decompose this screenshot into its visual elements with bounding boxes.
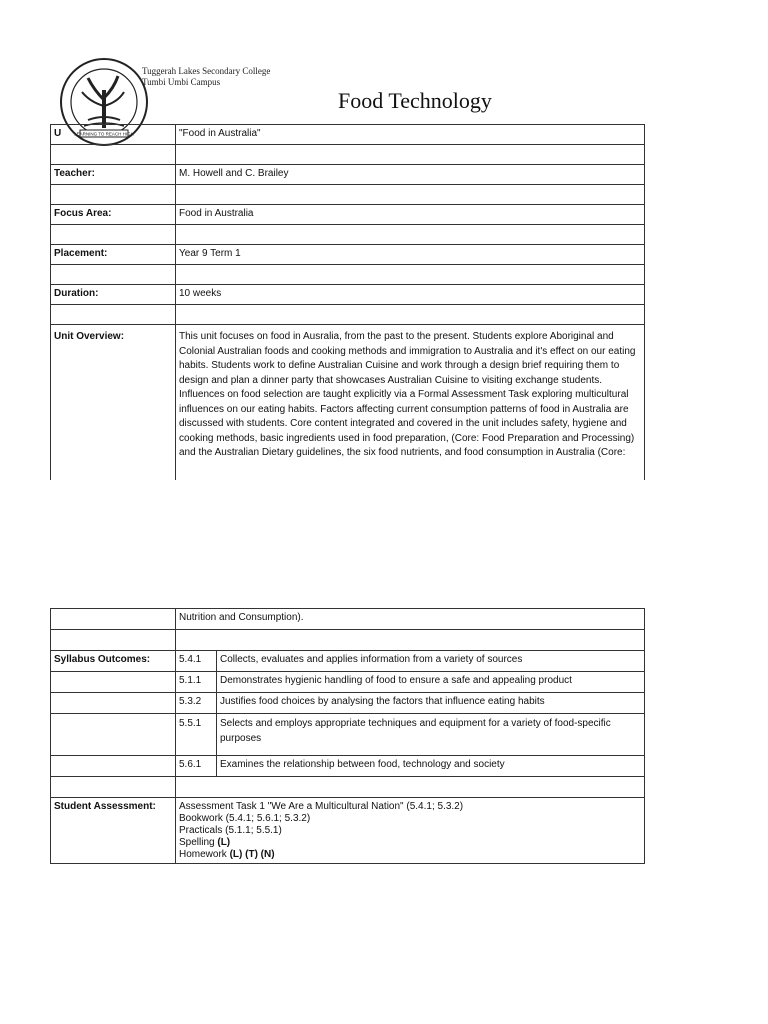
outcome-text: Collects, evaluates and applies information from a variety of sources bbox=[217, 651, 645, 672]
outcomes-table bbox=[50, 608, 645, 864]
assessment-item-text: Homework bbox=[179, 849, 230, 860]
school-name bbox=[142, 66, 270, 88]
table-row-spacer bbox=[51, 305, 645, 325]
focus-area-label: Focus Area: bbox=[51, 205, 176, 225]
table-row-spacer bbox=[51, 225, 645, 245]
placement-label: Placement: bbox=[51, 245, 176, 265]
duration-value: 10 weeks bbox=[176, 285, 645, 305]
unit-overview-label: Unit Overview: bbox=[51, 325, 176, 481]
focus-area-value: Food in Australia bbox=[176, 205, 645, 225]
table-row bbox=[51, 325, 645, 481]
student-assessment-list bbox=[176, 798, 645, 864]
outcome-text: Demonstrates hygienic handling of food to ensure a safe and appealing product bbox=[217, 672, 645, 693]
assessment-item: Practicals (5.1.1; 5.5.1) bbox=[179, 825, 282, 836]
syllabus-outcomes-label: Syllabus Outcomes: bbox=[51, 651, 176, 672]
table-row bbox=[51, 672, 645, 693]
table-row bbox=[51, 651, 645, 672]
unit-overview-continued: Nutrition and Consumption). bbox=[176, 609, 645, 630]
table-row bbox=[51, 756, 645, 777]
teacher-label: Teacher: bbox=[51, 165, 176, 185]
page-title: Food Technology bbox=[338, 88, 492, 113]
table-row bbox=[51, 693, 645, 714]
placement-value: Year 9 Term 1 bbox=[176, 245, 645, 265]
unit-overview-text: This unit focuses on food in Ausralia, from the past to the present. Students explore Aboriginal and Colonial Australian foods and cooking methods and immigration to Australia and it's effect on our eating habits. Students work to define Australian Cuisine and work through a design brief requiring them to design and plan a dinner party that showcases Australian Cuisine to visiting exchange students. Influences on food selection are taught explicitly via a Formal Assessment Task exploring multicultural influences on our eating habits. Factors affecting current consumption patterns of food in Australia are discussed with students. Core content integrated and covered in the unit includes safety, hygiene and cooking methods, basic ingredients used in food preparation, (Core: Food Preparation and Processing) and the Australian Dietary guidelines, the six food nutrients, and food consumption in Australia (Core: bbox=[179, 331, 636, 458]
table-row bbox=[51, 714, 645, 756]
unit-label: U bbox=[51, 125, 176, 145]
assessment-item bbox=[179, 837, 641, 849]
outcome-text: Justifies food choices by analysing the factors that influence eating habits bbox=[217, 693, 645, 714]
table-row bbox=[51, 165, 645, 185]
teacher-value: M. Howell and C. Brailey bbox=[176, 165, 645, 185]
assessment-item-text: Spelling bbox=[179, 837, 218, 848]
assessment-item: Bookwork (5.4.1; 5.6.1; 5.3.2) bbox=[179, 813, 311, 824]
outcome-code: 5.3.2 bbox=[176, 693, 217, 714]
table-row bbox=[51, 609, 645, 630]
table-row bbox=[51, 125, 645, 145]
outcome-code: 5.5.1 bbox=[176, 714, 217, 756]
student-assessment-label: Student Assessment: bbox=[51, 798, 176, 864]
outcome-code: 5.4.1 bbox=[176, 651, 217, 672]
assessment-item: Assessment Task 1 "We Are a Multicultural Nation" (5.4.1; 5.3.2) bbox=[179, 801, 464, 812]
outcome-code: 5.1.1 bbox=[176, 672, 217, 693]
school-name-line1: Tuggerah Lakes Secondary College bbox=[142, 66, 271, 76]
outcome-code: 5.6.1 bbox=[176, 756, 217, 777]
table-row bbox=[51, 245, 645, 265]
table-row-spacer bbox=[51, 777, 645, 798]
table-row-spacer bbox=[51, 185, 645, 205]
logo-motto: LEARNING TO REACH HIGH bbox=[74, 131, 134, 137]
table-row-spacer bbox=[51, 145, 645, 165]
assessment-item-code: (L) (T) (N) bbox=[229, 849, 275, 860]
table-row bbox=[51, 285, 645, 305]
outcome-text: Selects and employs appropriate techniques and equipment for a variety of food-specific purposes bbox=[217, 714, 645, 756]
assessment-item-code: (L) bbox=[217, 837, 231, 848]
duration-label: Duration: bbox=[51, 285, 176, 305]
unit-details-table bbox=[50, 124, 645, 480]
table-row-spacer bbox=[51, 265, 645, 285]
table-row-spacer bbox=[51, 630, 645, 651]
school-name-line2: Tumbi Umbi Campus bbox=[142, 77, 221, 87]
assessment-item bbox=[179, 849, 641, 861]
table-row bbox=[51, 798, 645, 864]
outcome-text: Examines the relationship between food, technology and society bbox=[217, 756, 645, 777]
unit-value: "Food in Australia" bbox=[176, 125, 645, 145]
table-row bbox=[51, 205, 645, 225]
